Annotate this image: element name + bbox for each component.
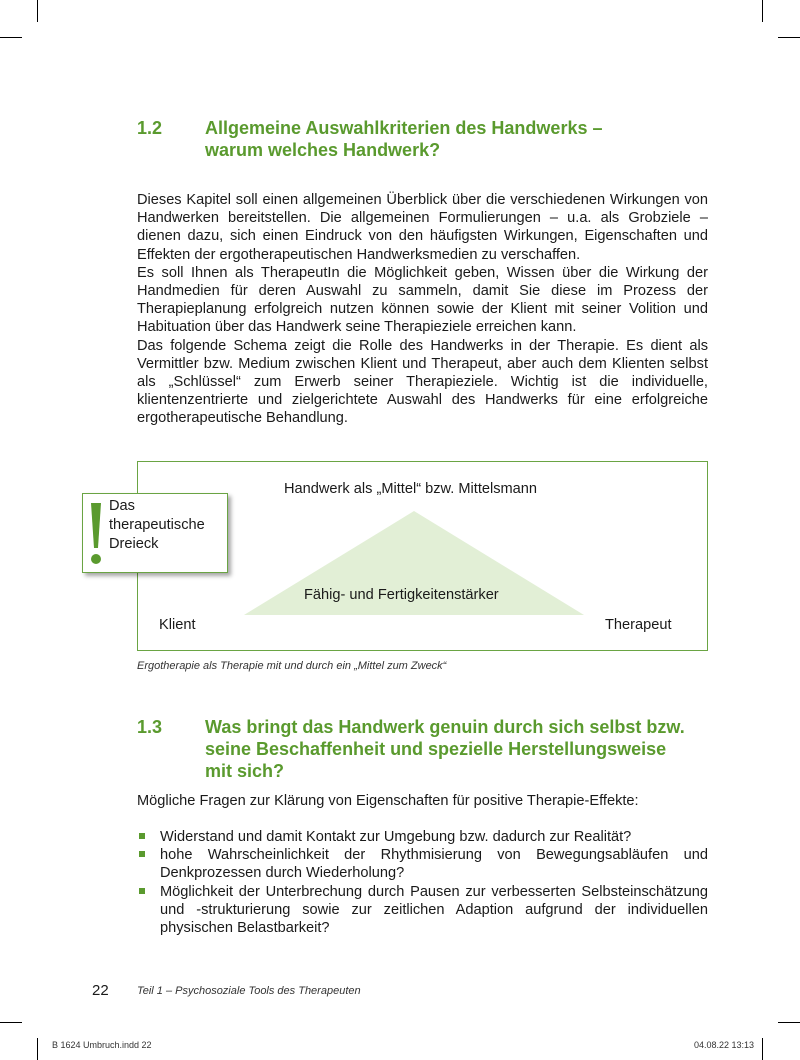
section-title-line: seine Beschaffenheit und spezielle Herstellungsweise bbox=[205, 739, 667, 759]
paragraph: Das folgende Schema zeigt die Rolle des Handwerks in der Therapie. Es dient als Vermittler bzw. Medium zwischen Klient und Therapeut, aber auch dem Klienten selbst als „Schlüssel“ zum Erwerb seiner Therapieziele. Wichtig ist die individuelle, klientenzentrierte und zielgerichtete Auswahl des Handwerks für eine erfolgreiche ergotherapeutische Behandlung. bbox=[137, 337, 708, 427]
section-number: 1.2 bbox=[137, 118, 163, 138]
list-item bbox=[137, 846, 708, 882]
note-box bbox=[82, 493, 228, 573]
crop-mark bbox=[778, 1022, 800, 1023]
crop-mark bbox=[762, 0, 763, 22]
bullet-square-icon bbox=[139, 888, 145, 894]
print-slug-date: 04.08.22 13:13 bbox=[693, 1040, 754, 1050]
bullet-list bbox=[137, 828, 708, 937]
paragraph: Es soll Ihnen als TherapeutIn die Möglichkeit geben, Wissen über die Wirkung der Handmedien für deren Auswahl zu sammeln, damit Sie diese im Prozess der Therapieplanung erfolgreich nutzen können sowie der Klient mit seiner Volition und Habituation über das Handwerk seine Therapieziele erreichen kann. bbox=[137, 264, 708, 336]
section-title-line: Was bringt das Handwerk genuin durch sich selbst bzw. bbox=[205, 717, 685, 737]
crop-mark bbox=[762, 1038, 763, 1060]
diagram-top-label: Handwerk als „Mittel“ bzw. Mittelsmann bbox=[284, 481, 538, 497]
note-text-line: therapeutische bbox=[109, 517, 205, 533]
paragraph: Dieses Kapitel soll einen allgemeinen Überblick über die verschiedenen Wirkungen von Handwerken bereitstellen. Die allgemeinen Formulierungen – u.a. als Grobziele – dienen dazu, sich einen Eindruck von den häufigsten Wirkungen, Eigenschaften und Effekten der ergotherapeutischen Handwerksmedien zu verschaffen. bbox=[137, 192, 708, 263]
note-text-line: Das bbox=[109, 498, 135, 514]
section-title-line: mit sich? bbox=[205, 761, 285, 781]
crop-mark bbox=[37, 1038, 38, 1060]
list-item bbox=[137, 883, 708, 938]
figure-caption: Ergotherapie als Therapie mit und durch ein „Mittel zum Zweck“ bbox=[137, 660, 447, 672]
exclamation-icon bbox=[88, 500, 104, 570]
list-item-text: Möglichkeit der Unterbrechung durch Pausen zur verbesserten Selbsteinschätzung und -strukturierung sowie zur zeitlichen Adaption aufgrund der individuellen physischen Belastbarkeit? bbox=[160, 883, 708, 937]
note-text-line: Dreieck bbox=[109, 536, 159, 552]
crop-mark bbox=[37, 0, 38, 22]
section-title-line: Allgemeine Auswahlkriterien des Handwerks – bbox=[205, 118, 603, 138]
list-item-text: hohe Wahrscheinlichkeit der Rhythmisierung von Bewegungsabläufen und Denkprozessen durch Wiederholung? bbox=[160, 847, 708, 882]
diagram-center-label: Fähig- und Fertigkeitenstärker bbox=[304, 587, 499, 603]
body-text bbox=[137, 191, 708, 428]
section-title-line: warum welches Handwerk? bbox=[205, 140, 441, 160]
running-title: Teil 1 – Psychosoziale Tools des Therapeuten bbox=[137, 985, 361, 997]
section-number: 1.3 bbox=[137, 717, 163, 737]
diagram-client-label: Klient bbox=[159, 617, 196, 633]
print-slug-file: B 1624 Umbruch.indd 22 bbox=[52, 1040, 152, 1050]
list-item-text: Widerstand und damit Kontakt zur Umgebung bzw. dadurch zur Realität? bbox=[160, 829, 632, 845]
crop-mark bbox=[778, 37, 800, 38]
crop-mark bbox=[0, 37, 22, 38]
page-number: 22 bbox=[92, 982, 109, 999]
bullet-square-icon bbox=[139, 833, 145, 839]
intro-text: Mögliche Fragen zur Klärung von Eigenschaften für positive Therapie-Effekte: bbox=[137, 793, 639, 809]
diagram-therapist-label: Therapeut bbox=[605, 617, 672, 633]
crop-mark bbox=[0, 1022, 22, 1023]
bullet-square-icon bbox=[139, 851, 145, 857]
list-item bbox=[137, 828, 708, 846]
